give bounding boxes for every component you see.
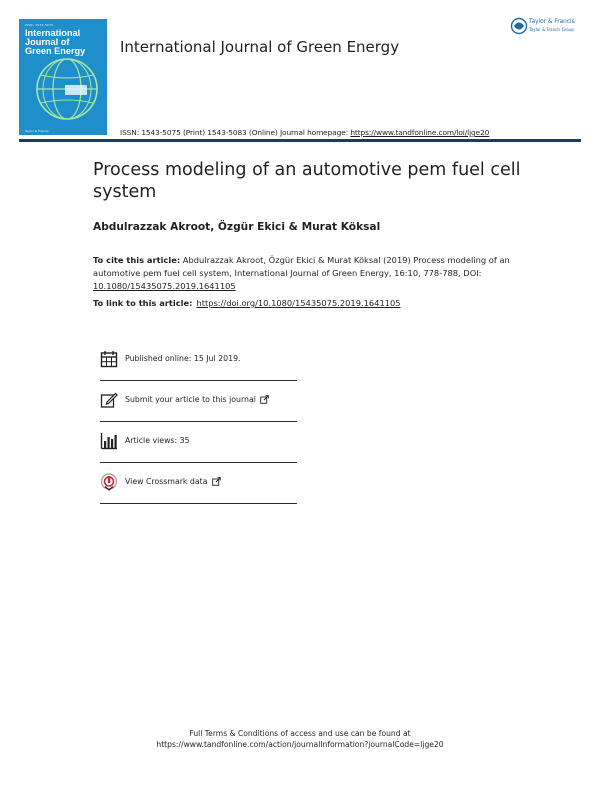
article-doi-link[interactable]: https://doi.org/10.1080/15435075.2019.1641105	[196, 298, 401, 308]
submit-article-row[interactable]	[100, 382, 297, 422]
bar-chart-icon	[100, 432, 118, 450]
cover-issn: ISSN: 1543-5075	[25, 23, 54, 27]
article-link-line	[93, 298, 401, 308]
article-views-row	[100, 423, 297, 463]
citation-block	[93, 254, 513, 293]
journal-name: International Journal of Green Energy	[120, 38, 400, 56]
published-online-row	[100, 341, 297, 381]
crossmark-row[interactable]	[100, 464, 297, 504]
crossmark-link[interactable]	[125, 477, 221, 486]
issn-line	[120, 128, 489, 137]
footer-terms	[100, 728, 500, 750]
issn-text: ISSN: 1543-5075 (Print) 1543-5083 (Online) Journal homepage:	[120, 128, 351, 137]
globe-icon	[35, 57, 105, 127]
external-link-icon	[212, 477, 221, 486]
cover-title-line1: International	[25, 28, 81, 38]
footer-line1: Full Terms & Conditions of access and use can be found at	[189, 729, 411, 738]
edit-icon	[100, 391, 118, 409]
info-divider	[100, 503, 297, 504]
submit-article-text: Submit your article to this journal	[125, 395, 256, 404]
article-views-text: Article views: 35	[125, 436, 190, 445]
cover-title	[25, 29, 105, 56]
article-authors: Abdulrazzak Akroot, Özgür Ekici & Murat Köksal	[93, 221, 381, 233]
cite-doi-link[interactable]: 10.1080/15435075.2019.1641105	[93, 281, 236, 291]
journal-cover-image	[19, 19, 107, 135]
published-online-text: Published online: 15 Jul 2019.	[125, 354, 241, 363]
external-link-icon	[260, 395, 269, 404]
article-title: Process modeling of an automotive pem fuel cell system	[93, 160, 521, 202]
crossmark-icon	[100, 473, 118, 491]
cover-title-line3: Green Energy	[25, 46, 86, 56]
crossmark-text: View Crossmark data	[125, 477, 208, 486]
cite-label: To cite this article:	[93, 255, 181, 265]
calendar-icon	[100, 350, 118, 368]
publisher-line2: Taylor & Francis Group	[529, 27, 574, 32]
submit-article-link[interactable]	[125, 395, 269, 404]
journal-homepage-link[interactable]: https://www.tandfonline.com/loi/ljge20	[350, 128, 490, 137]
footer-terms-link[interactable]: https://www.tandfonline.com/action/journalInformation?journalCode=ljge20	[156, 740, 444, 749]
publisher-line1: Taylor & Francis	[529, 19, 575, 25]
cite-text: Abdulrazzak Akroot, Özgür Ekici & Murat Köksal (2019) Process modeling of an automotive pem fuel cell system, International Journal of Green Energy, 16:10, 778-788, DOI:	[93, 255, 510, 278]
link-label: To link to this article:	[93, 298, 193, 308]
cover-title-line2: Journal of	[25, 37, 70, 47]
header-divider	[19, 139, 581, 142]
cover-publisher: Taylor & Francis	[25, 129, 49, 133]
publisher-name	[529, 19, 575, 33]
